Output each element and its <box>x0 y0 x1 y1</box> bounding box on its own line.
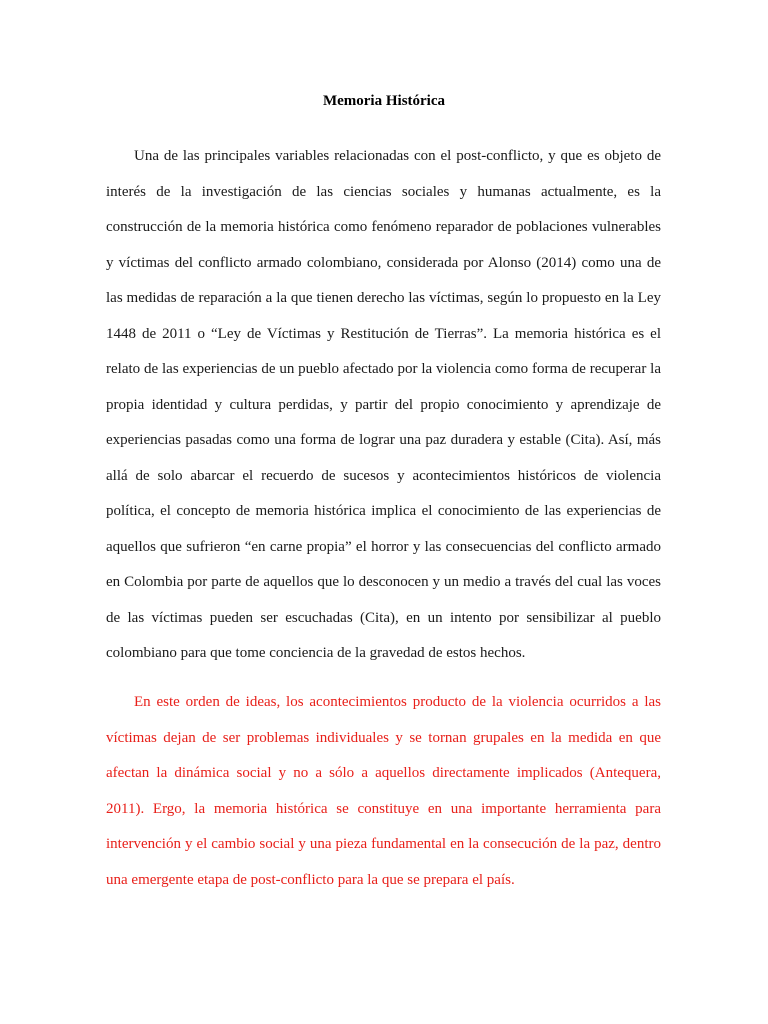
paragraph-1: Una de las principales variables relacionadas con el post-conflicto, y que es objeto de interés de la investigación de las ciencias sociales y humanas actualmente, es la construcción de la memoria histórica como fenómeno reparador de poblaciones vulnerables y víctimas del conflicto armado colombiano, considerada por Alonso (2014) como una de las medidas de reparación a la que tienen derecho las víctimas, según lo propuesto en la Ley 1448 de 2011 o “Ley de Víctimas y Restitución de Tierras”. La memoria histórica es el relato de las experiencias de un pueblo afectado por la violencia como forma de recuperar la propia identidad y cultura perdidas, y partir del propio conocimiento y aprendizaje de experiencias pasadas como una forma de lograr una paz duradera y estable (Cita). Así, más allá de solo abarcar el recuerdo de sucesos y acontecimientos históricos de violencia política, el concepto de memoria histórica implica el conocimiento de las experiencias de aquellos que sufrieron “en carne propia” el horror y las consecuencias del conflicto armado en Colombia por parte de aquellos que lo desconocen y un medio a través del cual las voces de las víctimas pueden ser escuchadas (Cita), en un intento por sensibilizar al pueblo colombiano para que tome conciencia de la gravedad de estos hechos. <box>106 148 661 661</box>
paragraph-2-highlighted: En este orden de ideas, los acontecimientos producto de la violencia ocurridos a las víctimas dejan de ser problemas individuales y se tornan grupales en la medida en que afectan la dinámica social y no a sólo a aquellos directamente implicados (Antequera, 2011). Ergo, la memoria histórica se constituye en una importante herramienta para intervención y el cambio social y una pieza fundamental en la consecución de la paz, dentro una emergente etapa de post-conflicto para la que se prepara el país. <box>106 694 661 888</box>
document-title: Memoria Histórica <box>322 93 446 109</box>
